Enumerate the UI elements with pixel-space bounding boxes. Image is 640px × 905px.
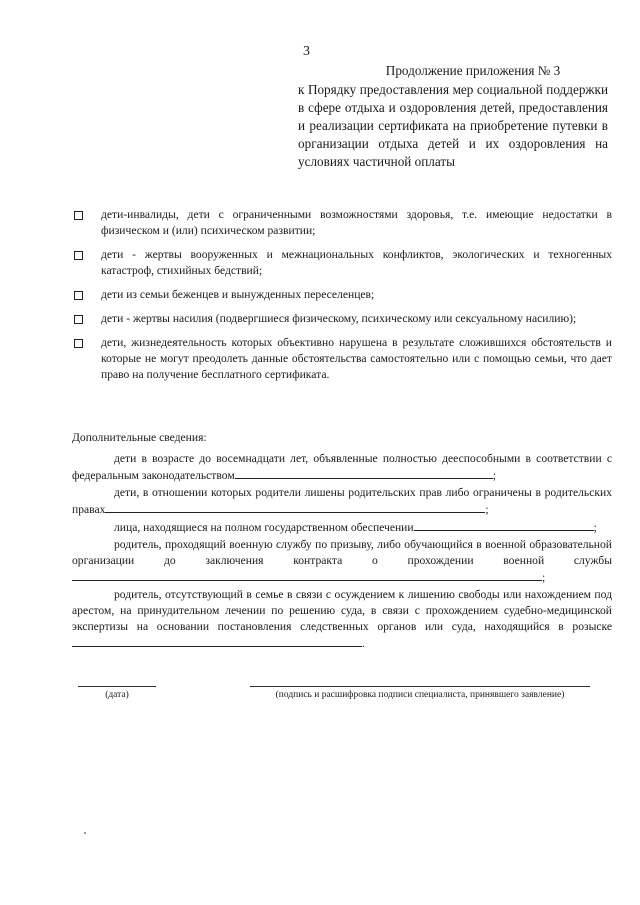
category-item xyxy=(72,247,612,279)
category-label: дети из семьи беженцев и вынужденных переселенцев; xyxy=(101,288,375,301)
fill-in-line[interactable] xyxy=(72,635,362,647)
category-label: дети, жизнедеятельность которых объективно нарушена в результате сложившихся обстоятельств и которые не могут преодолеть данные обстоятельства самостоятельно или с помощью семьи, что дает право на получение бесплатного сертификата. xyxy=(101,336,612,381)
appendix-continuation: Продолжение приложения № 3 xyxy=(385,63,561,78)
category-item xyxy=(72,287,612,303)
fill-in-line[interactable] xyxy=(414,519,594,531)
additional-info-section xyxy=(72,430,612,653)
appendix-header xyxy=(298,62,608,171)
category-label: дети - жертвы вооруженных и межнациональных конфликтов, экологических и техногенных катастроф, стихийных бедствий; xyxy=(101,248,612,277)
fill-in-line[interactable] xyxy=(235,467,493,479)
fill-in-line[interactable] xyxy=(105,501,485,513)
additional-item-text: лица, находящиеся на полном государственном обеспечении xyxy=(114,521,414,534)
category-item xyxy=(72,311,612,327)
additional-item: родитель, отсутствующий в семье в связи с осуждением к лишению свободы или нахождением под арестом, на принудительном лечении по решению суда, в связи с прохождением судебно-медицинской экспертизы на основании постановления следственных органов или суда, находящийся в розыске. xyxy=(72,588,612,650)
additional-item-text: родитель, проходящий военную службу по призыву, либо обучающийся в военной образовательной организации до заключения контракта о прохождении военной службы xyxy=(72,538,612,567)
checkbox[interactable] xyxy=(74,291,83,300)
signature-line[interactable] xyxy=(250,686,590,687)
category-item xyxy=(72,207,612,239)
date-label: (дата) xyxy=(105,690,129,700)
additional-item-text: дети в возрасте до восемнадцати лет, объявленные полностью дееспособными в соответствии с федеральным законодательством xyxy=(72,452,612,482)
additional-item: родитель, проходящий военную службу по призыву, либо обучающийся в военной образовательной организации до заключения контракта о прохождении военной службы; xyxy=(72,538,612,584)
additional-info-title: Дополнительные сведения: xyxy=(72,431,207,444)
checkbox[interactable] xyxy=(74,211,83,220)
category-list xyxy=(72,207,612,391)
additional-item-text: дети, в отношении которых родители лишены родительских прав либо ограничены в родительских правах xyxy=(72,486,612,516)
scan-speck xyxy=(84,832,86,834)
date-line[interactable] xyxy=(78,686,156,687)
checkbox[interactable] xyxy=(74,339,83,348)
additional-item: дети, в отношении которых родители лишены родительских прав либо ограничены в родительских правах ; xyxy=(72,486,612,516)
fill-in-line[interactable] xyxy=(72,569,542,581)
category-label: дети-инвалиды, дети с ограниченными возможностями здоровья, т.е. имеющие недостатки в физическом и (или) психическом развитии; xyxy=(101,208,612,237)
additional-item-text: родитель, отсутствующий в семье в связи с осуждением к лишению свободы или нахождением под арестом, на принудительном лечении по решению суда, в связи с прохождением судебно-медицинской экспертизы на основании постановления следственных органов или суда, находящийся в розыске xyxy=(72,588,612,633)
category-label: дети - жертвы насилия (подвергшиеся физическому, психическому или сексуальному насилию); xyxy=(101,312,577,325)
specialist-signature-label: (подпись и расшифровка подписи специалиста, принявшего заявление) xyxy=(275,690,565,700)
appendix-reference: к Порядку предоставления мер социальной поддержки в сфере отдыха и оздоровления детей, предоставления и реализации сертификата на приобретение путевки в организации отдыха детей и их оздоровления на условиях частичной оплаты xyxy=(298,82,608,169)
specialist-signature-block xyxy=(250,686,590,700)
additional-item: дети в возрасте до восемнадцати лет, объявленные полностью дееспособными в соответствии с федеральным законодательством ; xyxy=(72,452,612,482)
checkbox[interactable] xyxy=(74,315,83,324)
additional-item: лица, находящиеся на полном государственном обеспечении ; xyxy=(114,521,597,534)
category-item xyxy=(72,335,612,383)
date-signature-block xyxy=(78,686,156,700)
checkbox[interactable] xyxy=(74,251,83,260)
page-number: 3 xyxy=(303,44,310,59)
